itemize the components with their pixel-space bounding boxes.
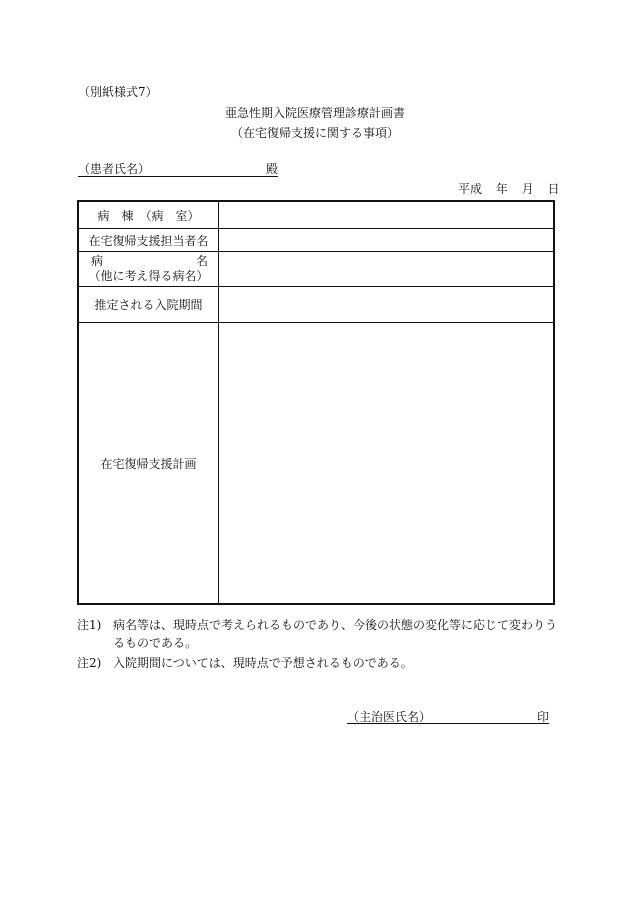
patient-honorific: 殿 bbox=[265, 162, 278, 176]
document-subtitle: （在宅復帰支援に関する事項） bbox=[230, 126, 399, 140]
date-month: 月 bbox=[521, 182, 534, 196]
period-value-cell[interactable] bbox=[219, 287, 555, 323]
care-plan-table bbox=[77, 200, 555, 605]
disease-sublabel: （他に考え得る病名） bbox=[88, 269, 209, 283]
date-day: 日 bbox=[547, 182, 560, 196]
disease-label-a: 病 bbox=[91, 254, 104, 268]
table-row-plan bbox=[78, 323, 554, 605]
date-field[interactable] bbox=[458, 180, 560, 197]
note-1-continuation: るものである。 bbox=[113, 636, 198, 650]
table-row-ward bbox=[78, 201, 554, 229]
coordinator-value-cell[interactable] bbox=[219, 229, 555, 252]
note-2-text: 入院期間については、現時点で予想されるものである。 bbox=[113, 656, 413, 670]
plan-value-cell[interactable] bbox=[219, 323, 555, 605]
note-1 bbox=[77, 615, 557, 635]
table-row-disease bbox=[78, 252, 554, 287]
disease-label-b: 名 bbox=[195, 254, 208, 268]
note-1-text: 病名等は、現時点で考えられるものであり、今後の状態の変化等に応じて変わりう bbox=[113, 618, 558, 632]
plan-label: 在宅復帰支援計画 bbox=[78, 323, 219, 605]
table-row-coordinator bbox=[78, 229, 554, 252]
date-era: 平成 bbox=[458, 182, 483, 196]
ward-label: 病 棟 （病 室） bbox=[78, 201, 219, 229]
period-label: 推定される入院期間 bbox=[78, 287, 219, 323]
coordinator-label: 在宅復帰支援担当者名 bbox=[78, 229, 219, 252]
note-2 bbox=[77, 654, 413, 671]
date-year: 年 bbox=[495, 182, 508, 196]
patient-name-field[interactable] bbox=[78, 160, 278, 177]
patient-name-label: （患者氏名） bbox=[78, 162, 151, 176]
disease-label bbox=[79, 254, 218, 269]
seal-mark: 印 bbox=[536, 710, 549, 724]
document-title: 亜急性期入院医療管理診療計画書 bbox=[224, 106, 405, 120]
disease-label-cell bbox=[78, 252, 219, 287]
table-row-period bbox=[78, 287, 554, 323]
ward-value-cell[interactable] bbox=[219, 201, 555, 229]
note-1-marker: 注1) bbox=[77, 618, 102, 632]
physician-signature-field[interactable] bbox=[347, 708, 549, 724]
note-2-marker: 注2) bbox=[77, 656, 102, 670]
form-number-label: （別紙様式7） bbox=[78, 85, 158, 99]
disease-value-cell[interactable] bbox=[219, 252, 555, 287]
physician-name-label: （主治医氏名） bbox=[347, 710, 432, 724]
